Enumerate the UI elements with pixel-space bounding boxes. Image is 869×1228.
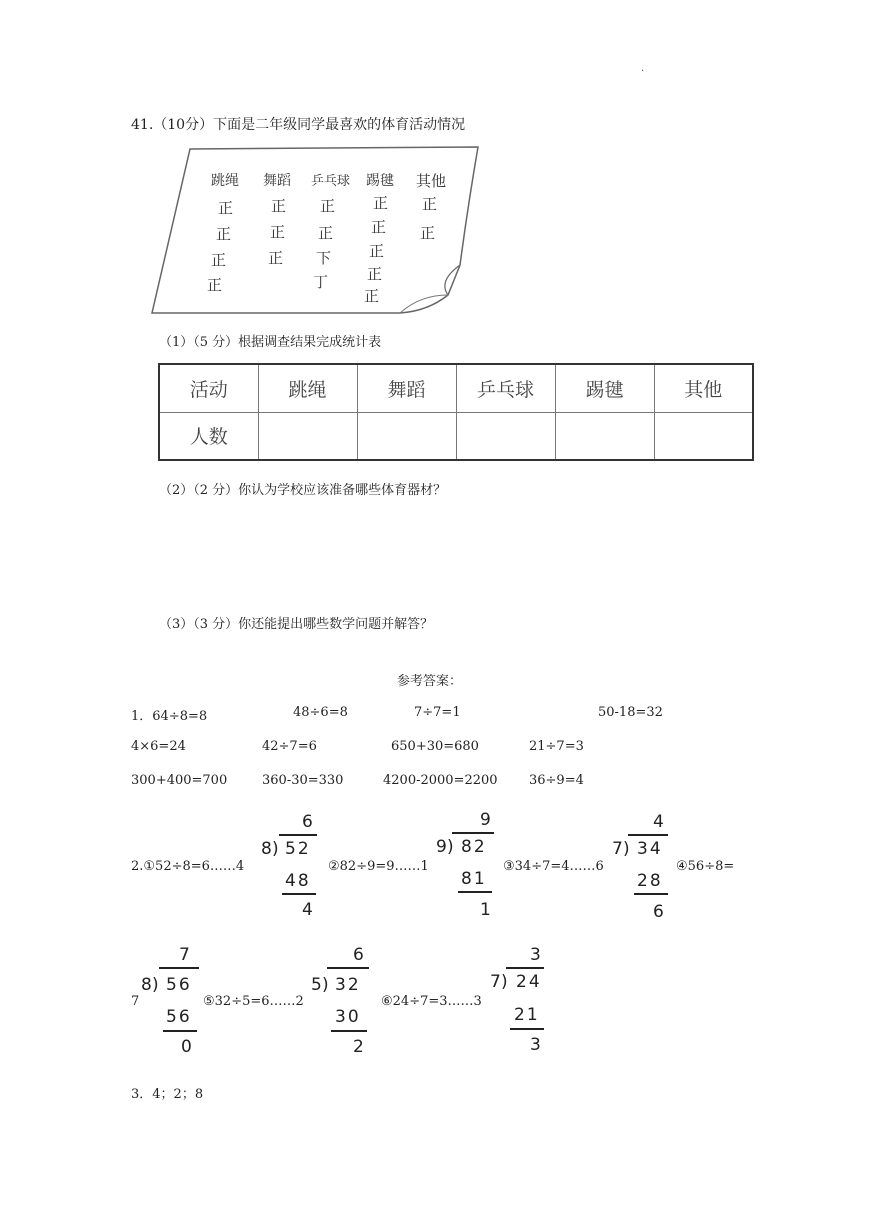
tally-mark: 正 xyxy=(207,276,223,294)
divisor: 7 xyxy=(490,972,503,992)
tally-mark: 正 xyxy=(268,249,284,267)
answer-item: 4200-2000=2200 xyxy=(383,773,498,788)
tally-mark: 丁 xyxy=(313,273,329,291)
quotient: 4 xyxy=(653,812,666,832)
long-division-24-by-7: 3 7 ) 24 21 3 xyxy=(490,945,543,1055)
product: 81 xyxy=(461,869,487,889)
question-title: 41.（10分）下面是二年级同学最喜欢的体育活动情况 xyxy=(131,117,466,133)
divisor: 5 xyxy=(311,975,324,995)
quotient: 6 xyxy=(353,945,366,965)
answer-cell[interactable] xyxy=(456,412,555,460)
quotient: 3 xyxy=(530,945,543,965)
table-cell: 人数 xyxy=(159,412,258,460)
answers-heading: 参考答案： xyxy=(397,674,463,689)
answer-item: ③34÷7=4……6 xyxy=(503,859,604,874)
product: 30 xyxy=(335,1007,361,1027)
statistics-table xyxy=(158,363,754,461)
tally-mark: 正 xyxy=(271,197,287,215)
answer-item: 3．4；2；8 xyxy=(131,1087,204,1102)
long-division-34-by-7: 4 7 ) 34 28 6 xyxy=(610,812,680,922)
remainder: 6 xyxy=(653,902,666,922)
quotient: 7 xyxy=(179,945,192,965)
answer-item: 36÷9=4 xyxy=(529,773,584,788)
survey-header-other: 其他 xyxy=(416,172,447,190)
tally-mark: 正 xyxy=(318,224,334,242)
survey-header-shuttlecock: 踢毽 xyxy=(366,173,394,189)
remainder: 3 xyxy=(530,1035,543,1055)
table-cell: 其他 xyxy=(654,364,753,412)
answer-cell[interactable] xyxy=(258,412,357,460)
divisor: 7 xyxy=(612,839,625,859)
table-cell: 舞蹈 xyxy=(357,364,456,412)
answer-cell[interactable] xyxy=(357,412,456,460)
quotient: 6 xyxy=(302,812,315,832)
answer-item: ④56÷8= xyxy=(676,859,735,874)
table-cell: 活动 xyxy=(159,364,258,412)
tally-mark: 正 xyxy=(369,242,385,260)
tally-mark: 正 xyxy=(422,195,438,213)
answer-item: 42÷7=6 xyxy=(262,739,317,754)
tally-mark: 正 xyxy=(364,287,380,305)
remainder: 1 xyxy=(480,900,493,920)
survey-header-jump-rope: 跳绳 xyxy=(211,173,239,189)
sub-question-1: （1）（5 分）根据调查结果完成统计表 xyxy=(159,335,382,350)
table-cell: 踢毽 xyxy=(555,364,654,412)
answer-item: 50-18=32 xyxy=(598,705,663,720)
answer-item: 7 xyxy=(131,994,140,1009)
remainder: 0 xyxy=(181,1037,194,1057)
answer-item: 4×6=24 xyxy=(131,739,186,754)
answer-item: 1．64÷8=8 xyxy=(131,709,208,724)
product: 21 xyxy=(514,1005,540,1025)
answer-item: 21÷7=3 xyxy=(529,739,584,754)
survey-header-ping-pong: 乒乓球 xyxy=(311,174,351,189)
answer-item: 7÷7=1 xyxy=(414,705,461,720)
table-cell: 乒乓球 xyxy=(456,364,555,412)
dividend: 34 xyxy=(637,839,663,859)
product: 56 xyxy=(166,1007,192,1027)
table-row xyxy=(159,364,753,412)
tally-mark: 正 xyxy=(320,197,336,215)
answer-item: 2.①52÷8=6……4 xyxy=(131,859,245,874)
tally-mark: 正 xyxy=(270,223,286,241)
sub-question-3: （3）（3 分）你还能提出哪些数学问题并解答？ xyxy=(159,617,434,632)
table-row xyxy=(159,412,753,460)
answer-item: ⑤32÷5=6……2 xyxy=(203,994,304,1009)
tally-mark: 正 xyxy=(367,265,383,283)
divisor: 8 xyxy=(141,975,154,995)
dividend: 82 xyxy=(461,837,487,857)
tally-mark: 正 xyxy=(371,218,387,236)
dividend: 32 xyxy=(335,975,361,995)
tally-mark: 正 xyxy=(216,225,232,243)
stray-dot: · xyxy=(641,66,645,77)
tally-mark: 正 xyxy=(420,224,436,242)
answer-item: ②82÷9=9……1 xyxy=(328,859,429,874)
tally-mark: 正 xyxy=(218,199,234,217)
dividend: 24 xyxy=(516,972,542,992)
dividend: 52 xyxy=(285,839,311,859)
remainder: 4 xyxy=(302,900,315,920)
answer-item: 48÷6=8 xyxy=(293,705,348,720)
answer-cell[interactable] xyxy=(555,412,654,460)
long-division-82-by-9: 9 9 ) 82 81 1 xyxy=(436,810,493,920)
answer-cell[interactable] xyxy=(654,412,753,460)
divisor: 8 xyxy=(261,839,274,859)
answer-item: ⑥24÷7=3……3 xyxy=(381,994,482,1009)
answer-item: 360-30=330 xyxy=(262,773,344,788)
survey-header-dance: 舞蹈 xyxy=(263,173,291,189)
long-division-56-by-8: 7 8 ) 56 56 0 xyxy=(139,945,209,1060)
product: 28 xyxy=(637,871,663,891)
table-cell: 跳绳 xyxy=(258,364,357,412)
answer-item: 650+30=680 xyxy=(391,739,479,754)
quotient: 9 xyxy=(480,810,493,830)
tally-mark: 下 xyxy=(316,249,332,267)
answer-item: 300+400=700 xyxy=(131,773,228,788)
long-division-52-by-8: 6 8 ) 52 48 4 xyxy=(258,812,328,922)
tally-mark: 正 xyxy=(373,194,389,212)
dividend: 56 xyxy=(166,975,192,995)
sub-question-2: （2）（2 分）你认为学校应该准备哪些体育器材？ xyxy=(159,483,447,498)
remainder: 2 xyxy=(353,1037,366,1057)
divisor: 9 xyxy=(436,837,449,857)
tally-mark: 正 xyxy=(211,251,227,269)
long-division-32-by-5: 6 5 ) 32 30 2 xyxy=(309,945,379,1060)
product: 48 xyxy=(285,871,311,891)
